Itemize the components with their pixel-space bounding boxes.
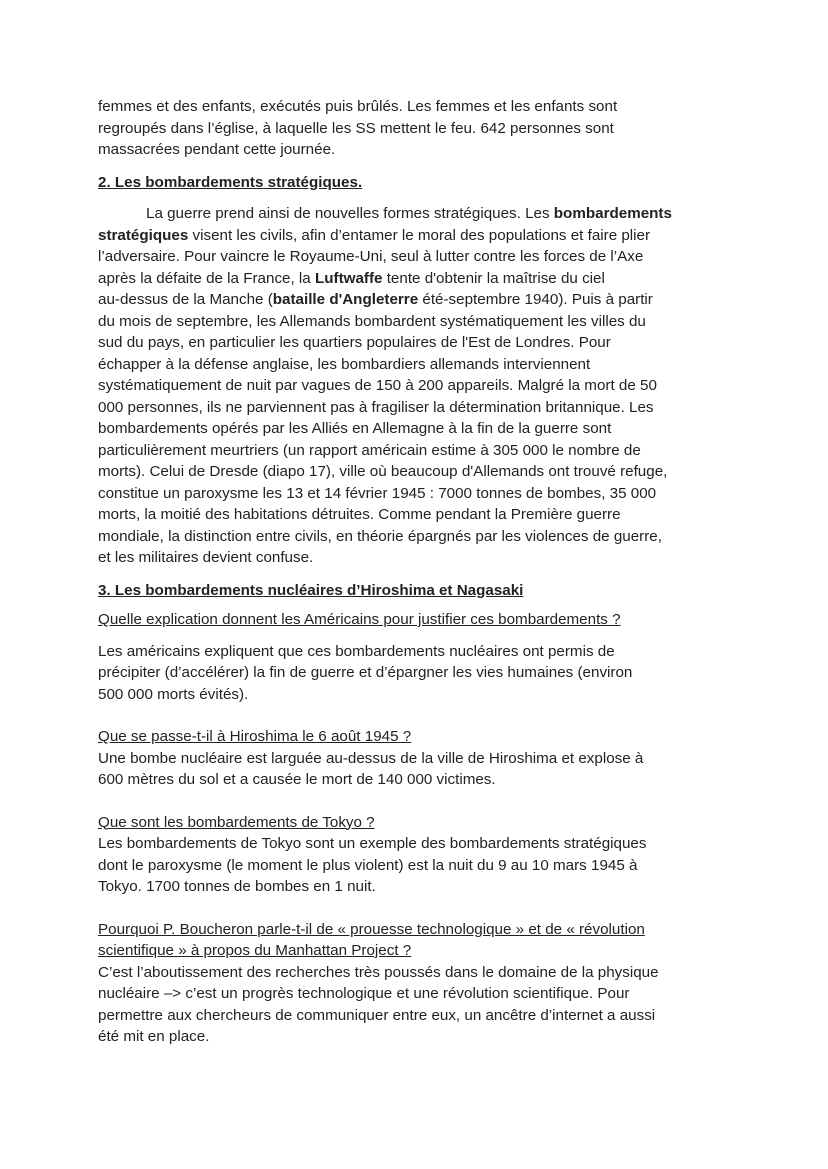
text-line: Pourquoi P. Boucheron parle-t-il de « prouesse technologique » et de « révolution: [98, 920, 645, 938]
text-line: l’adversaire. Pour vaincre le Royaume-Uni, seul à lutter contre les forces de l’Axe: [98, 248, 644, 265]
bold-term: bataille d'Angleterre: [272, 291, 419, 308]
bold-term: bombardements: [553, 205, 672, 222]
answer-1: [98, 641, 738, 706]
text-line: du mois de septembre, les Allemands bombardent systématiquement les villes du: [98, 312, 646, 330]
text-line: précipiter (d’accélérer) la fin de guerre et d’épargner les vies humaines (environ: [98, 664, 633, 681]
text-line: morts, la moitié des habitations détruites. Comme pendant la Première guerre: [98, 506, 621, 523]
text-line: dont le paroxysme (le moment le plus violent) est la nuit du 9 au 10 mars 1945 à: [98, 856, 638, 874]
answer-3: [98, 833, 738, 898]
question-2: Que se passe-t-il à Hiroshima le 6 août 1945 ?: [98, 728, 412, 745]
text-run: tente d'obtenir la maîtrise du ciel: [382, 269, 605, 287]
text-line: 500 000 morts évités).: [98, 685, 249, 703]
text-line: [98, 289, 738, 311]
text-line: et les militaires devient confuse.: [98, 549, 314, 566]
text-line: échapper à la défense anglaise, les bombardiers allemands interviennent: [98, 355, 591, 373]
text-line: Une bombe nucléaire est larguée au-dessus de la ville de Hiroshima et explose à: [98, 749, 644, 767]
text-line: sud du pays, en particulier les quartiers populaires de l'Est de Londres. Pour: [98, 334, 611, 351]
text-line: [98, 268, 738, 290]
text-line: permettre aux chercheurs de communiquer entre eux, un ancêtre d’internet a aussi: [98, 1006, 656, 1024]
text-line: particulièrement meurtriers (un rapport américain estime à 305 000 le nombre de: [98, 441, 641, 459]
question-1: Quelle explication donnent les Américains pour justifier ces bombardements ?: [98, 611, 621, 628]
text-line: systématiquement de nuit par vagues de 150 à 200 appareils. Malgré la mort de 50: [98, 377, 657, 394]
text-line: [98, 203, 738, 225]
answer-2: [98, 748, 738, 791]
question-4: [98, 919, 738, 962]
section-2-heading: 2. Les bombardements stratégiques.: [98, 173, 363, 191]
document-page: [98, 96, 738, 1048]
text-line: nucléaire –> c’est un progrès technologique et une révolution scientifique. Pour: [98, 985, 630, 1002]
intro-paragraph: [98, 96, 738, 161]
question-3: Que sont les bombardements de Tokyo ?: [98, 813, 375, 831]
text-run: été-septembre 1940). Puis à partir: [418, 291, 653, 308]
text-line: constitue un paroxysme les 13 et 14 février 1945 : 7000 tonnes de bombes, 35 000: [98, 484, 657, 502]
text-line: femmes et des enfants, exécutés puis brûlés. Les femmes et les enfants sont: [98, 98, 618, 115]
text-line: Les américains expliquent que ces bombardements nucléaires ont permis de: [98, 642, 615, 660]
text-line: 000 personnes, ils ne parviennent pas à fragiliser la détermination britannique. Les: [98, 398, 654, 416]
text-run: après la défaite de la France, la: [98, 269, 315, 287]
text-line: morts). Celui de Dresde (diapo 17), ville où beaucoup d'Allemands ont trouvé refuge,: [98, 463, 668, 480]
bold-term: Luftwaffe: [314, 269, 383, 287]
text-line: mondiale, la distinction entre civils, en théorie épargnés par les violences de guerre,: [98, 527, 662, 545]
text-run: La guerre prend ainsi de nouvelles formes stratégiques. Les: [146, 205, 554, 222]
text-line: [98, 225, 738, 247]
answer-4: [98, 962, 738, 1048]
section-3-heading: 3. Les bombardements nucléaires d’Hiroshima et Nagasaki: [98, 581, 524, 599]
bold-term: stratégiques: [98, 226, 189, 244]
text-line: Les bombardements de Tokyo sont un exemple des bombardements stratégiques: [98, 835, 647, 852]
text-line: 600 mètres du sol et a causée le mort de 140 000 victimes.: [98, 771, 496, 788]
section-2-paragraph: [98, 203, 738, 569]
text-line: scientifique » à propos du Manhattan Project ?: [98, 942, 412, 959]
text-run: au-dessus de la Manche (: [98, 291, 273, 308]
text-line: massacrées pendant cette journée.: [98, 141, 336, 158]
text-line: été mit en place.: [98, 1028, 210, 1045]
text-line: regroupés dans l’église, à laquelle les SS mettent le feu. 642 personnes sont: [98, 119, 614, 137]
text-line: C’est l’aboutissement des recherches très poussés dans le domaine de la physique: [98, 963, 659, 981]
text-run: visent les civils, afin d’entamer le moral des populations et faire plier: [188, 226, 651, 244]
text-line: bombardements opérés par les Alliés en Allemagne à la fin de la guerre sont: [98, 420, 612, 437]
text-line: Tokyo. 1700 tonnes de bombes en 1 nuit.: [98, 878, 376, 895]
